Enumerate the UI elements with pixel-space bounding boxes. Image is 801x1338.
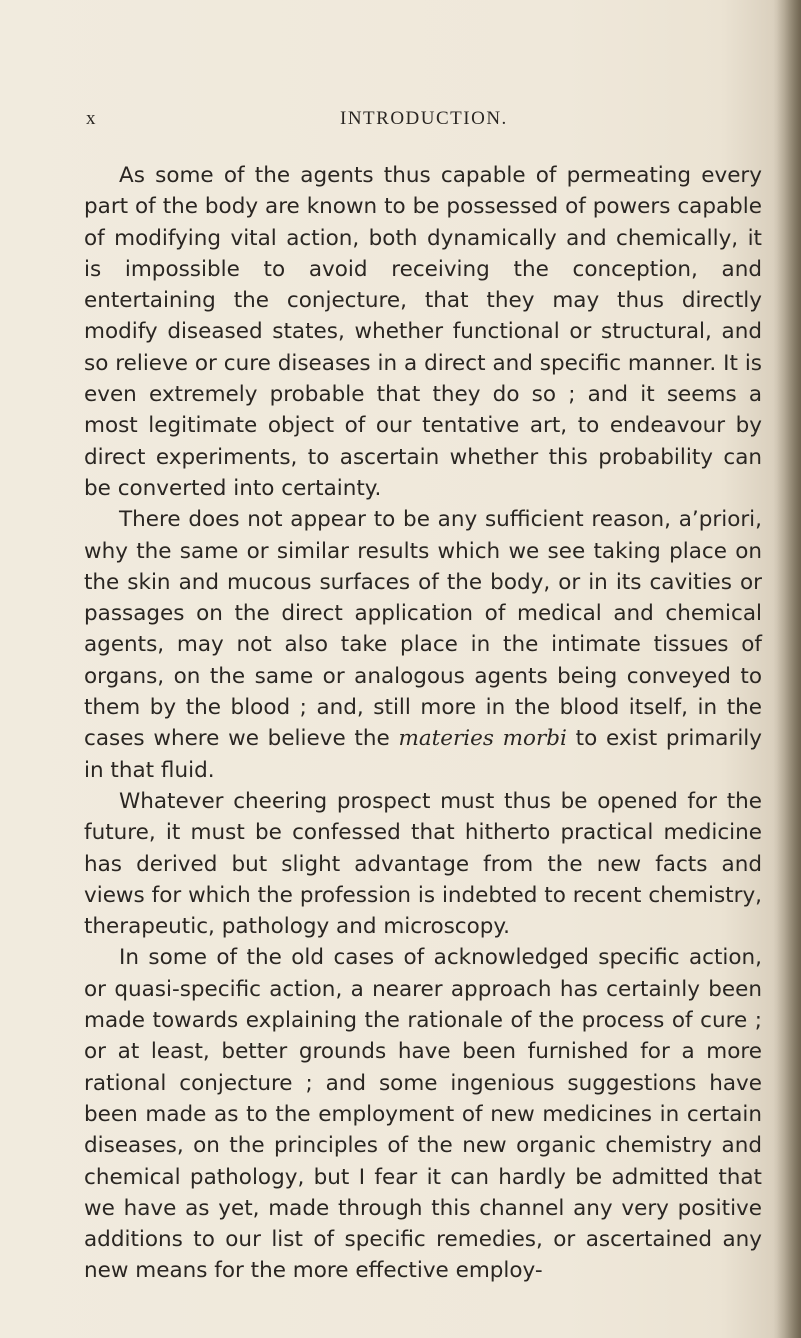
page-edge-shadow xyxy=(773,0,801,1338)
paragraph-2-italic-term: materies morbi xyxy=(398,726,567,752)
body-text xyxy=(84,160,762,1287)
paragraph-4: In some of the old cases of acknowledged specific action, or quasi-specific action, a nearer approach has certainly been made towards explaining the rationale of the process of cure ; or at least, better grounds have been furnished for a more rational conjecture ; and some ingenious suggestions have been made as to the employment of new medicines in certain diseases, on the principles of the new organic chemistry and chemical pathology, but I fear it can hardly be admitted that we have as yet, made through this channel any very positive additions to our list of specific remedies, or ascertained any new means for the more effective employ- xyxy=(84,945,762,1284)
paragraph-3: Whatever cheering prospect must thus be opened for the future, it must be confessed that hitherto practical medicine has derived but slight advantage from the new facts and views for which the profession is indebted to recent chemistry, therapeutic, pathology and microscopy. xyxy=(84,788,762,940)
paragraph-2 xyxy=(84,504,762,786)
running-title: INTRODUCTION. xyxy=(340,108,508,129)
page-header xyxy=(0,108,801,138)
paragraph-2-text-before: There does not appear to be any sufficient reason, a’priori, why the same or similar results which we see taking place on the skin and mucous surfaces of the body, or in its cavities or passages on the direct application of medical and chemical agents, may not also take place in the intimate tissues of organs, on the same or analogous agents being conveyed to them by the blood ; and, still more in the blood itself, in the cases where we believe the xyxy=(84,507,762,752)
paragraph-2-text-after: to exist primarily in that fluid. xyxy=(84,726,762,783)
paragraph-1: As some of the agents thus capable of permeating every part of the body are known to be possessed of powers capable of modifying vital action, both dynamically and chemically, it is impossible to avoid receiving the conception, and entertaining the conjecture, that they may thus directly modify diseased states, whether functional or structural, and so relieve or cure diseases in a direct and specific manner. It is even extremely probable that they do so ; and it seems a most legitimate object of our tentative art, to endeavour by direct experiments, to ascertain whether this probability can be converted into certainty. xyxy=(84,163,762,501)
page-number: x xyxy=(86,108,97,129)
